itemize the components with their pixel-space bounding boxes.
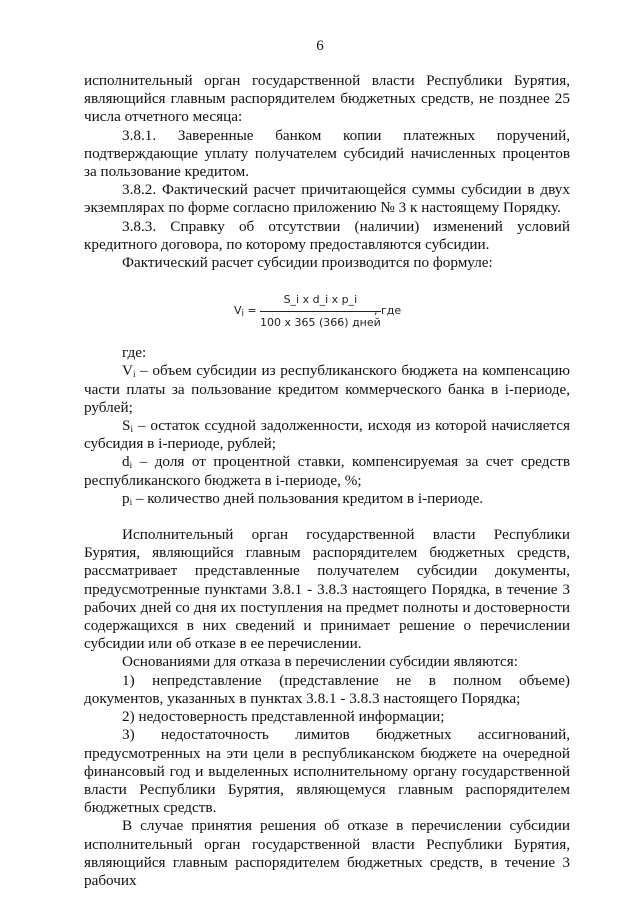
definition-p: $p_i$ – количество дней пользования кредитом в i-периоде. bbox=[122, 489, 484, 507]
formula-fraction bbox=[260, 291, 381, 332]
ground-3: 3) недостаточность лимитов бюджетных ассигнований, предусмотренных на эти цели в республиканском бюджете на очередной финансовый год и выделенных исполнительному органу государственной власти Республики Бурятия, являющемуся главным распорядителем бюджетных средств. bbox=[84, 726, 570, 817]
formula-lhs: $V_i$ = bbox=[234, 304, 257, 320]
paragraph-intro: исполнительный орган государственной власти Республики Бурятия, являющийся главным распорядителем бюджетных средств, не позднее 25 числа отчетного месяца: bbox=[84, 72, 570, 126]
formula-tail: , где bbox=[374, 304, 402, 318]
ground-2: 2) недостоверность представленной информации; bbox=[122, 708, 445, 726]
paragraph-3-8-2: 3.8.2. Фактический расчет причитающейся суммы субсидии в двух экземплярах по форме согласно приложению № 3 к настоящему Порядку. bbox=[84, 181, 570, 217]
section-gap bbox=[84, 508, 570, 526]
definition-s: $S_i$ – остаток ссудной задолженности, исходя из которой начисляется субсидия в i-периоде, рублей; bbox=[84, 417, 570, 453]
formula-numerator: S_i x d_i x p_i bbox=[260, 291, 381, 312]
formula-denominator: 100 x 365 (366) дней bbox=[260, 316, 381, 330]
subsidy-formula bbox=[84, 272, 570, 344]
definition-v: $V_i$ – объем субсидии из республиканского бюджета на компенсацию части платы за пользование кредитом коммерческого банка в i-периоде, рублей; bbox=[84, 362, 570, 416]
definition-d: $d_i$ – доля от процентной ставки, компенсируемая за счет средств республиканского бюджета в i-периоде, %; bbox=[84, 453, 570, 489]
document-body bbox=[84, 72, 570, 890]
paragraph-formula-lead: Фактический расчет субсидии производится по формуле: bbox=[122, 254, 493, 272]
paragraph-refusal-grounds: Основаниями для отказа в перечислении субсидии являются: bbox=[122, 653, 519, 671]
page-number: 6 bbox=[316, 38, 324, 54]
paragraph-3-8-3: 3.8.3. Справку об отсутствии (наличии) изменений условий кредитного договора, по которому предоставляются субсидии. bbox=[84, 217, 570, 253]
paragraph-review: Исполнительный орган государственной власти Республики Бурятия, являющийся главным распорядителем бюджетных средств, рассматривает представленные получателем субсидии документы, предусмотренные пунктами 3.8.1 - 3.8.3 настоящего Порядка, в течение 3 рабочих дней со дня их поступления на предмет полноты и достоверности содержащихся в них сведений и принимает решение о перечислении субсидии или об отказе в ее перечислении. bbox=[84, 526, 570, 653]
paragraph-refusal-decision: В случае принятия решения об отказе в перечислении субсидии исполнительный орган государственной власти Республики Бурятия, являющийся главным распорядителем бюджетных средств, в течение 3 рабочих bbox=[84, 817, 570, 889]
ground-1: 1) непредставление (представление не в полном объеме) документов, указанных в пунктах 3.8.1 - 3.8.3 настоящего Порядка; bbox=[84, 671, 570, 707]
definitions-intro: где: bbox=[122, 344, 147, 362]
paragraph-3-8-1: 3.8.1. Заверенные банком копии платежных поручений, подтверждающие уплату получателем субсидий начисленных процентов за пользование кредитом. bbox=[84, 126, 570, 181]
